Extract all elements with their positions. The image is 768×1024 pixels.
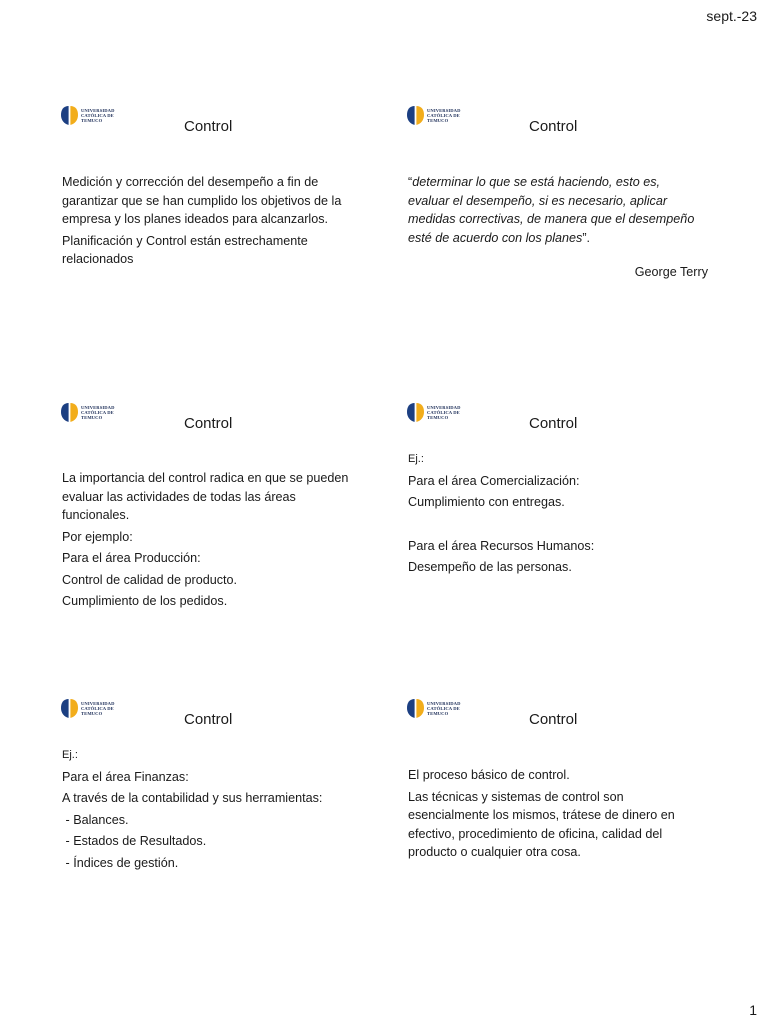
slide-title: Control [529,415,578,432]
slide-text: La importancia del control radica en que se pueden evaluar las actividades de todas las áreas funcionales. [62,471,349,522]
slide-title: Control [184,415,233,432]
university-emblem-icon [406,697,425,719]
slide-text: Medición y corrección del desempeño a fin de garantizar que se han cumplido los objetivos de la empresa y los planes ideados para alcanzarlos. [62,175,342,226]
quote-author: George Terry [634,265,708,279]
slide-title: Control [529,711,578,728]
slide-text: A través de la contabilidad y sus herramientas: [62,791,323,805]
university-emblem-icon [60,697,79,719]
university-emblem-icon [60,401,79,423]
university-logo: UNIVERSIDAD CATÓLICA DE TEMUCO [60,401,115,423]
university-emblem-icon [60,104,79,126]
slide-text: El proceso básico de control. [408,768,570,782]
slide-text: Para el área Comercialización: [408,473,580,488]
university-logo: UNIVERSIDAD CATÓLICA DE TEMUCO [60,104,115,126]
slide-text: Por ejemplo: [62,529,133,544]
slide-text: Control de calidad de producto. [62,572,238,587]
university-emblem-icon [406,401,425,423]
slide-text: Cumplimiento de los pedidos. [62,594,228,608]
university-logo: UNIVERSIDAD CATÓLICA DE TEMUCO [406,697,461,719]
slide-text: Para el área Recursos Humanos: [408,538,595,553]
slide-text: - Balances. [62,812,129,827]
example-label: Ej.: [62,749,78,761]
university-logo: UNIVERSIDAD CATÓLICA DE TEMUCO [60,697,115,719]
slide-text: Planificación y Control están estrechamente relacionados [62,233,308,266]
slide-text: Para el área Producción: [62,551,201,565]
slide-text: - Estados de Resultados. [62,834,207,848]
slide-text: Las técnicas y sistemas de control son esencialmente los mismos, trátese de dinero en efectivo, procedimiento de oficina, calidad del producto o cualquier otra cosa. [408,789,675,859]
slide-text: Desempeño de las personas. [408,560,572,574]
slide-title: Control [184,118,233,135]
page-date: sept.-23 [706,8,757,24]
page-number: 1 [749,1002,757,1018]
quote-text: “determinar lo que se está haciendo, esto es, evaluar el desempeño, si es necesario, aplicar medidas correctivas, de manera que el desempeño esté de acuerdo con los planes”. [408,175,695,245]
university-logo: UNIVERSIDAD CATÓLICA DE TEMUCO [406,401,461,423]
slide-text: Cumplimiento con entregas. [408,495,565,509]
slide-title: Control [529,118,578,135]
example-label: Ej.: [408,453,424,465]
slide-title: Control [184,711,233,728]
university-emblem-icon [406,104,425,126]
slide-text: Para el área Finanzas: [62,769,189,784]
slide-text: - Índices de gestión. [62,855,179,870]
university-logo: UNIVERSIDAD CATÓLICA DE TEMUCO [406,104,461,126]
